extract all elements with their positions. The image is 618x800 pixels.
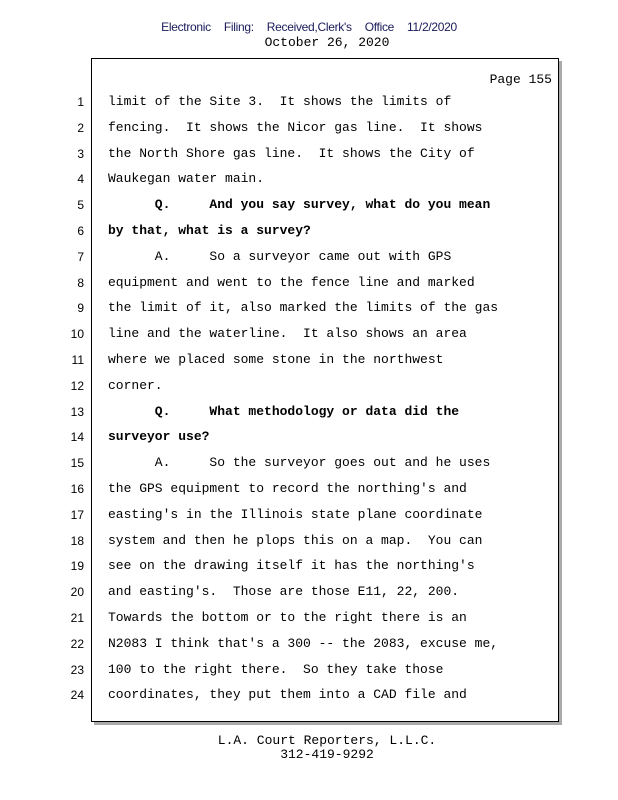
line-number: 15 (70, 456, 84, 471)
transcript-line: system and then he plops this on a map. You can (108, 532, 483, 548)
transcript-line: equipment and went to the fence line and marked (108, 274, 475, 290)
transcript-line: surveyor use? (108, 429, 210, 445)
transcript-line: 100 to the right there. So they take those (108, 661, 444, 677)
line-number: 18 (70, 533, 84, 548)
transcript-line: where we placed some stone in the northwest (108, 352, 444, 367)
line-number: 12 (70, 378, 84, 393)
line-number: 4 (77, 172, 84, 187)
transcript-line: easting's in the Illinois state plane coordinate (108, 506, 483, 522)
filing-stamp: Electronic Filing: Received,Clerk's Office 11/2/2020 (161, 20, 457, 34)
line-number: 1 (77, 95, 84, 109)
footer-company: L.A. Court Reporters, L.L.C. (217, 733, 437, 748)
line-number: 22 (70, 636, 84, 651)
transcript-line: Q. And you say survey, what do you mean (108, 197, 491, 213)
line-number: 16 (70, 482, 84, 496)
transcript-line: line and the waterline. It also shows an area (108, 326, 467, 342)
line-number: 8 (77, 275, 84, 290)
footer-phone: 312-419-9292 (280, 747, 374, 762)
transcript-line: N2083 I think that's a 300 -- the 2083, excuse me, (108, 635, 499, 651)
line-number: 3 (77, 146, 84, 161)
line-number: 10 (70, 327, 84, 342)
line-number: 5 (77, 198, 84, 213)
line-number: 7 (77, 249, 84, 264)
line-number: 9 (77, 301, 84, 316)
line-number: 24 (70, 688, 84, 703)
transcript-line: A. So the surveyor goes out and he uses (108, 455, 491, 471)
transcript-line: limit of the Site 3. It shows the limits of (108, 94, 452, 109)
transcript-line: Q. What methodology or data did the (108, 403, 460, 419)
transcript-line: corner. (108, 377, 163, 393)
transcript-line: fencing. It shows the Nicor gas line. It shows (108, 119, 483, 135)
transcript-date: October 26, 2020 (264, 35, 390, 50)
line-number: 23 (70, 662, 84, 677)
line-number: 21 (70, 611, 84, 625)
transcript-line: A. So a surveyor came out with GPS (108, 248, 452, 264)
transcript-line: Waukegan water main. (108, 171, 265, 187)
line-number: 2 (77, 120, 84, 135)
line-number: 13 (70, 404, 84, 419)
transcript-line: coordinates, they put them into a CAD file and (108, 687, 467, 703)
line-number: 19 (70, 559, 84, 574)
transcript-line: by that, what is a survey? (108, 223, 311, 238)
line-number: 11 (71, 353, 84, 367)
line-number: 20 (70, 585, 84, 600)
page-number: Page 155 (489, 72, 552, 87)
transcript-line: the GPS equipment to record the northing's and (108, 481, 467, 496)
line-number: 14 (70, 430, 84, 445)
line-number: 6 (77, 224, 84, 238)
transcript-line: the North Shore gas line. It shows the City of (108, 145, 475, 161)
transcript-line: and easting's. Those are those E11, 22, 200. (108, 584, 460, 600)
line-number: 17 (70, 507, 84, 522)
transcript-line: see on the drawing itself it has the northing's (108, 558, 475, 574)
transcript-line: Towards the bottom or to the right there is an (108, 610, 467, 625)
transcript-line: the limit of it, also marked the limits of the gas (108, 300, 499, 316)
